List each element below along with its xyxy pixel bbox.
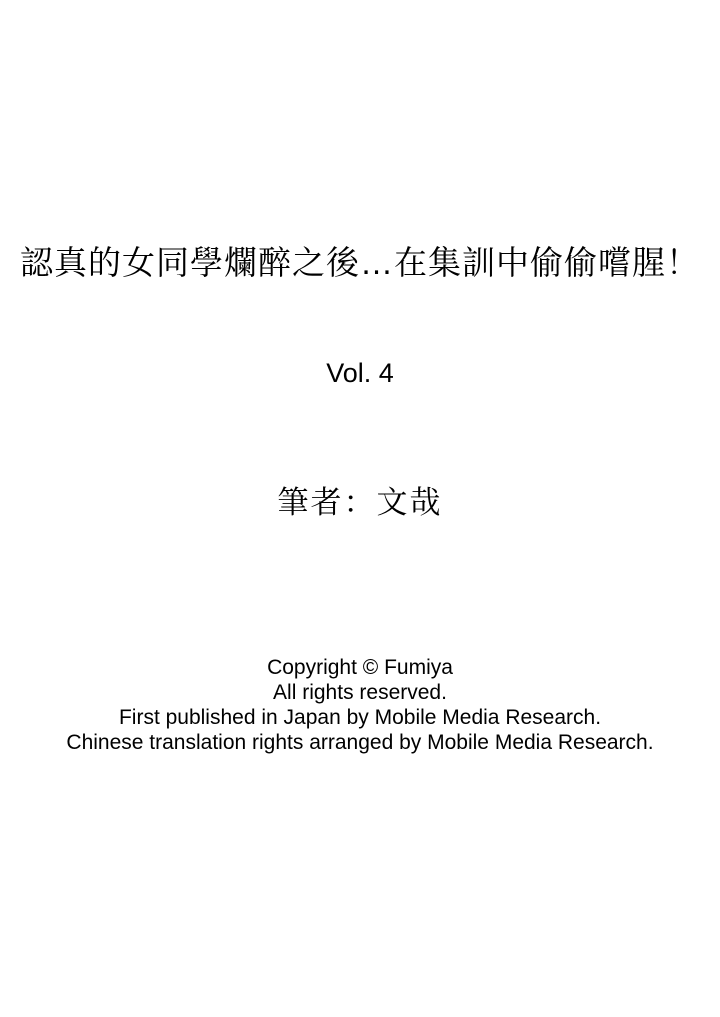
book-title: 認真的女同學爛醉之後…在集訓中偷偷嚐腥！	[20, 244, 700, 281]
first-published-line: First published in Japan by Mobile Media Research.	[118, 706, 602, 729]
volume-label: Vol. 4	[326, 358, 394, 388]
rights-reserved-line: All rights reserved.	[273, 681, 447, 704]
copyright-block	[0, 655, 720, 755]
author-line: 筆者：文哉	[277, 485, 443, 520]
translation-rights-line: Chinese translation rights arranged by Mobile Media Research.	[66, 731, 654, 754]
copyright-holder-line: Copyright © Fumiya	[267, 656, 453, 679]
